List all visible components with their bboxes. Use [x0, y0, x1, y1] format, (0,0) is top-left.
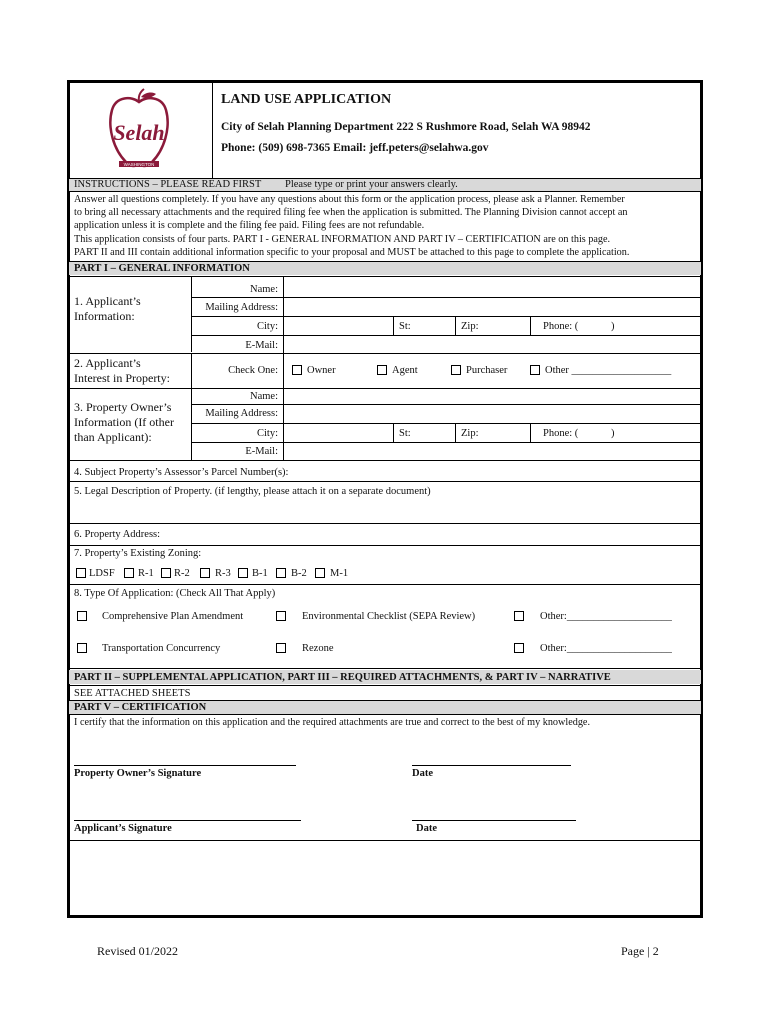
other-app-2-checkbox[interactable] [514, 643, 524, 653]
revision-date: Revised 01/2022 [97, 944, 178, 958]
legal-description-label: 5. Legal Description of Property. (if lengthy, please attach it on a separate document) [74, 486, 431, 497]
zoning-r3-label: R-3 [215, 568, 231, 579]
cell-divider [393, 316, 394, 335]
owner-name-label: Name: [250, 391, 278, 402]
svg-text:Selah [113, 120, 164, 145]
other-interest-label[interactable]: Other ___________________ [545, 365, 672, 376]
applicant-zip-field[interactable] [484, 317, 530, 335]
cell-divider [530, 316, 531, 335]
owner-zip-label: Zip: [461, 428, 479, 439]
application-type-label: 8. Type Of Application: (Check All That Apply) [74, 588, 276, 599]
zoning-r1-label: R-1 [138, 568, 154, 579]
owner-signature-label: Property Owner’s Signature [74, 768, 202, 779]
office-use-rule [69, 840, 701, 841]
applicant-signature-label: Applicant’s Signature [74, 823, 172, 834]
other-app-1-checkbox[interactable] [514, 611, 524, 621]
owner-label-2: Information (If other [74, 415, 174, 429]
owner-mailing-field[interactable] [285, 405, 699, 423]
section-rule [69, 668, 701, 669]
legal-description-field[interactable] [71, 500, 699, 522]
purchaser-checkbox[interactable] [451, 365, 461, 375]
part2-note: SEE ATTACHED SHEETS [74, 688, 191, 699]
zoning-ldsf-checkbox[interactable] [76, 568, 86, 578]
logo-text: Selah [113, 120, 165, 145]
form-title: LAND USE APPLICATION [221, 92, 392, 107]
applicant-phone-label: Phone: ( [543, 321, 579, 332]
owner-city-field[interactable] [285, 424, 393, 442]
applicant-st-label: St: [399, 321, 411, 332]
applicant-mailing-field[interactable] [285, 298, 699, 316]
owner-phone-label: Phone: ( [543, 428, 579, 439]
applicant-email-label: E-Mail: [245, 340, 278, 351]
interest-label-2: Interest in Property: [74, 371, 170, 385]
applicant-zip-label: Zip: [461, 321, 479, 332]
owner-phone-field[interactable] [585, 424, 699, 442]
owner-name-field[interactable] [285, 389, 699, 404]
parcel-number-field[interactable] [310, 462, 699, 480]
page-number: Page | 2 [621, 944, 659, 958]
zoning-b1-label: B-1 [252, 568, 268, 579]
zoning-label: 7. Property’s Existing Zoning: [74, 548, 202, 559]
selah-logo [104, 88, 174, 174]
header-divider [212, 82, 213, 178]
part2-rule [69, 685, 701, 686]
property-address-label: 6. Property Address: [74, 529, 161, 540]
agent-checkbox[interactable] [377, 365, 387, 375]
cell-divider [455, 316, 456, 335]
cell-divider [393, 423, 394, 442]
purchaser-option-label: Purchaser [466, 365, 508, 376]
section-rule [69, 481, 701, 482]
contact-line: Phone: (509) 698-7365 Email: jeff.peters@selahwa.gov [221, 142, 489, 154]
applicant-email-field[interactable] [285, 336, 699, 352]
owner-st-field[interactable] [417, 424, 455, 442]
transport-checkbox[interactable] [77, 643, 87, 653]
instructions-line-3: application unless it is complete and the filing fee paid. Filing fees are not refundable. [74, 220, 425, 231]
section-rule [69, 584, 701, 585]
part5-heading: PART V – CERTIFICATION [74, 702, 207, 713]
owner-st-label: St: [399, 428, 411, 439]
applicant-date-line[interactable] [412, 820, 576, 821]
instructions-rule [69, 191, 701, 192]
other-app-1-label[interactable]: Other:____________________ [540, 611, 672, 622]
owner-phone-close: ) [611, 428, 615, 439]
value-column-divider [283, 353, 284, 388]
applicant-date-label: Date [416, 823, 437, 834]
owner-mailing-label: Mailing Address: [205, 408, 278, 419]
instructions-line-5: PART II and III contain additional information specific to your proposal and MUST be attached to this page to complete the application. [74, 247, 630, 258]
value-column-divider [283, 388, 284, 460]
logo-subtext: WASHINGTON [123, 162, 155, 167]
certification-statement: I certify that the information on this application and the required attachments are true and correct to the best of my knowledge. [74, 717, 590, 728]
transport-label: Transportation Concurrency [102, 643, 221, 654]
section-rule [69, 545, 701, 546]
applicant-label-2: Information: [74, 309, 135, 323]
owner-email-label: E-Mail: [245, 446, 278, 457]
section-rule [69, 523, 701, 524]
owner-label-3: than Applicant): [74, 430, 152, 444]
department-line: City of Selah Planning Department 222 S Rushmore Road, Selah WA 98942 [221, 121, 591, 133]
instructions-line-2: to bring all necessary attachments and the required filing fee when the application is submitted. The Planning Division cannot accept an [74, 207, 628, 218]
zoning-r3-checkbox[interactable] [200, 568, 210, 578]
instructions-heading: INSTRUCTIONS – PLEASE READ FIRST [74, 179, 262, 190]
zoning-b2-checkbox[interactable] [276, 568, 286, 578]
instructions-heading-note: Please type or print your answers clearly. [285, 179, 458, 190]
zoning-r2-checkbox[interactable] [161, 568, 171, 578]
owner-email-field[interactable] [285, 443, 699, 459]
applicant-phone-close: ) [611, 321, 615, 332]
applicant-mailing-label: Mailing Address: [205, 302, 278, 313]
applicant-city-label: City: [256, 321, 278, 332]
part1-heading-rule [69, 276, 701, 277]
cell-divider [530, 423, 531, 442]
zoning-m1-checkbox[interactable] [315, 568, 325, 578]
zoning-r2-label: R-2 [174, 568, 190, 579]
part5-heading-rule [69, 714, 701, 715]
section3-label-divider [191, 388, 192, 460]
interest-label-1: 2. Applicant’s [74, 356, 141, 370]
owner-option-label: Owner [307, 365, 336, 376]
owner-city-label: City: [256, 428, 278, 439]
instructions-line-4: This application consists of four parts. PART I - GENERAL INFORMATION AND PART IV – CERTIFICATION are on this page. [74, 234, 611, 245]
rezone-checkbox[interactable] [276, 643, 286, 653]
check-one-label: Check One: [228, 365, 278, 376]
section1-label-divider [191, 276, 192, 352]
cell-divider [455, 423, 456, 442]
zoning-b1-checkbox[interactable] [238, 568, 248, 578]
other-app-2-label[interactable]: Other:____________________ [540, 643, 672, 654]
sepa-label: Environmental Checklist (SEPA Review) [302, 611, 476, 622]
applicant-city-field[interactable] [285, 317, 393, 335]
comp-plan-label: Comprehensive Plan Amendment [102, 611, 244, 622]
rezone-label: Rezone [302, 643, 334, 654]
value-column-divider [283, 276, 284, 353]
zoning-m1-label: M-1 [330, 568, 349, 579]
applicant-name-field[interactable] [285, 278, 699, 297]
property-address-field[interactable] [172, 525, 699, 544]
zoning-b2-label: B-2 [291, 568, 307, 579]
parcel-number-label: 4. Subject Property’s Assessor’s Parcel Number(s): [74, 467, 289, 478]
owner-checkbox[interactable] [292, 365, 302, 375]
comp-plan-checkbox[interactable] [77, 611, 87, 621]
agent-option-label: Agent [392, 365, 418, 376]
apple-logo-icon [104, 88, 174, 174]
owner-signature-line[interactable] [74, 765, 296, 766]
svg-text:WASHINGTON [124, 162, 155, 167]
owner-date-label: Date [412, 768, 433, 779]
instructions-line-1: Answer all questions completely. If you have any questions about this form or the application process, please ask a Planner. Remember [74, 194, 625, 205]
section-rule [69, 460, 701, 461]
section-rule [69, 353, 701, 354]
applicant-phone-field[interactable] [585, 317, 699, 335]
applicant-signature-line[interactable] [74, 820, 301, 821]
zoning-ldsf-label: LDSF [89, 568, 115, 579]
sepa-checkbox[interactable] [276, 611, 286, 621]
applicant-label-1: 1. Applicant’s [74, 294, 141, 308]
other-interest-checkbox[interactable] [530, 365, 540, 375]
zoning-r1-checkbox[interactable] [124, 568, 134, 578]
applicant-st-field[interactable] [417, 317, 455, 335]
part1-heading: PART I – GENERAL INFORMATION [74, 263, 250, 274]
section2-label-divider [191, 353, 192, 388]
owner-zip-field[interactable] [484, 424, 530, 442]
applicant-name-label: Name: [250, 284, 278, 295]
part2-heading: PART II – SUPPLEMENTAL APPLICATION, PART III – REQUIRED ATTACHMENTS, & PART IV – NARRATIVE [74, 672, 611, 683]
owner-label-1: 3. Property Owner’s [74, 400, 172, 414]
office-use-area [71, 842, 699, 914]
owner-date-line[interactable] [412, 765, 571, 766]
